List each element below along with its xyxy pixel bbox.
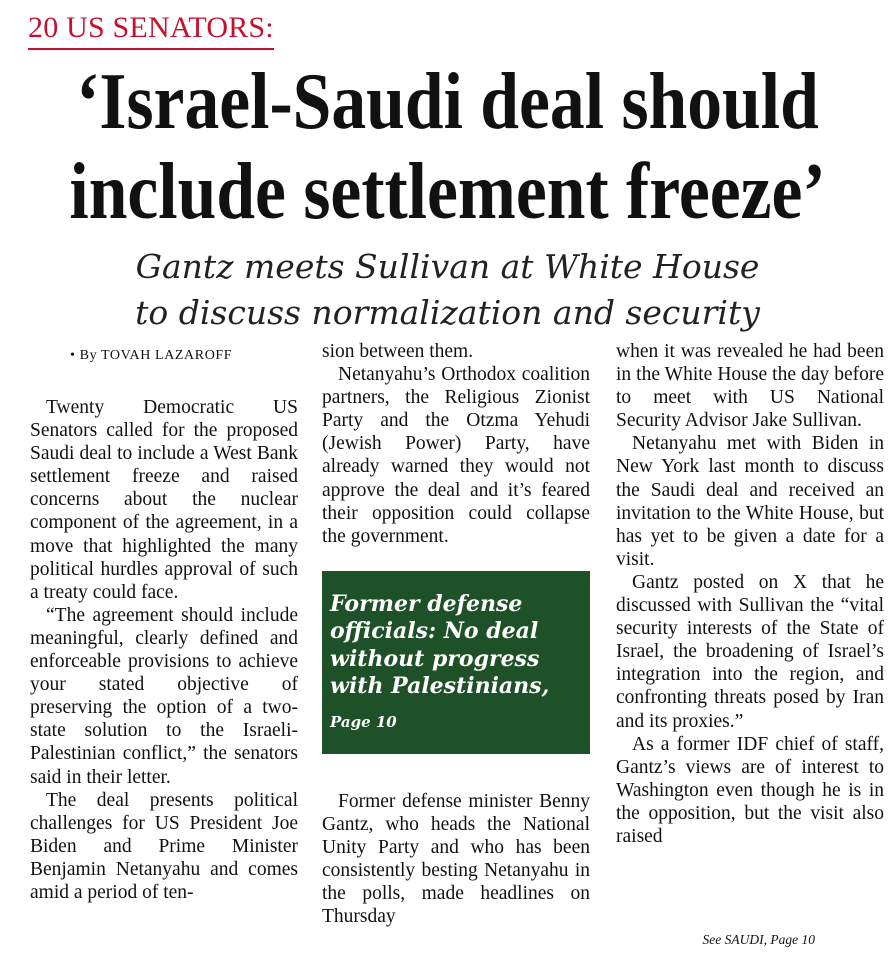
promo-title: Former defense officials: No deal without progress with Palestinians, [330, 590, 550, 700]
article-paragraph: Netanyahu met with Biden in New York last month to discuss the Saudi deal and received an invitation to the White House, but has yet to be given a date for a visit. [616, 433, 884, 570]
byline-bullet: • [70, 348, 76, 363]
jump-line: See SAUDI, Page 10 [702, 932, 815, 947]
byline-author: By TOVAH LAZAROFF [79, 348, 233, 363]
article-paragraph: Gantz posted on X that he discussed with Sullivan the “vital security interests of the State of Israel, the broadening of Israel’s integration into the region, and confronting threats posed by Iran and its proxies.” [616, 571, 884, 732]
article-paragraph: Netanyahu’s Orthodox coalition partners, the Religious Zionist Party and the Otzma Yehudi (Jewish Power) Party, have already warned they would not approve the deal and it’s feared their opposition could collapse the government. [322, 364, 590, 547]
article-column-1 [30, 340, 298, 904]
section-kicker: 20 US SENATORS: [28, 8, 274, 50]
promo-page-ref: Page 10 [330, 712, 397, 731]
article-paragraph: Twenty Democratic US Senators called for the proposed Saudi deal to include a West Bank settlement freeze and raised concerns about the nuclear component of the agreement, in a move that highlighted the many political hurdles approval of such a treaty could face. [30, 397, 298, 603]
article-paragraph: when it was revealed he had been in the White House the day before to meet with US National Security Advisor Jake Sullivan. [616, 341, 884, 432]
article-paragraph: sion between them. [322, 341, 474, 362]
headline-line-1: ‘Israel-Saudi deal should [76, 58, 819, 146]
article-paragraph: “The agreement should include meaningful, clearly defined and enforceable provisions to achieve your stated objective of preserving the option of a two-state solution to the Israeli-Palestinian conflict,” the senators said in their letter. [30, 604, 298, 788]
article-paragraph: Former defense minister Benny Gantz, who heads the National Unity Party and who has been consistently besting Netanyahu in the polls, made headlines on Thursday [322, 790, 590, 928]
promo-box[interactable] [322, 571, 590, 754]
article-column-3 [616, 340, 884, 848]
article-paragraph: As a former IDF chief of staff, Gantz’s views are of interest to Washington even though he is in the opposition, but the visit also raised [616, 733, 884, 847]
article-paragraph: The deal presents political challenges for US President Joe Biden and Prime Minister Benjamin Netanyahu and comes amid a period of ten- [30, 789, 298, 903]
byline [70, 346, 298, 366]
article-column-2 [322, 340, 590, 928]
headline-line-2: include settlement freeze’ [69, 148, 826, 236]
deck-line-2: to discuss normalization and security [135, 293, 760, 332]
deck-line-1: Gantz meets Sullivan at White House [135, 247, 760, 286]
